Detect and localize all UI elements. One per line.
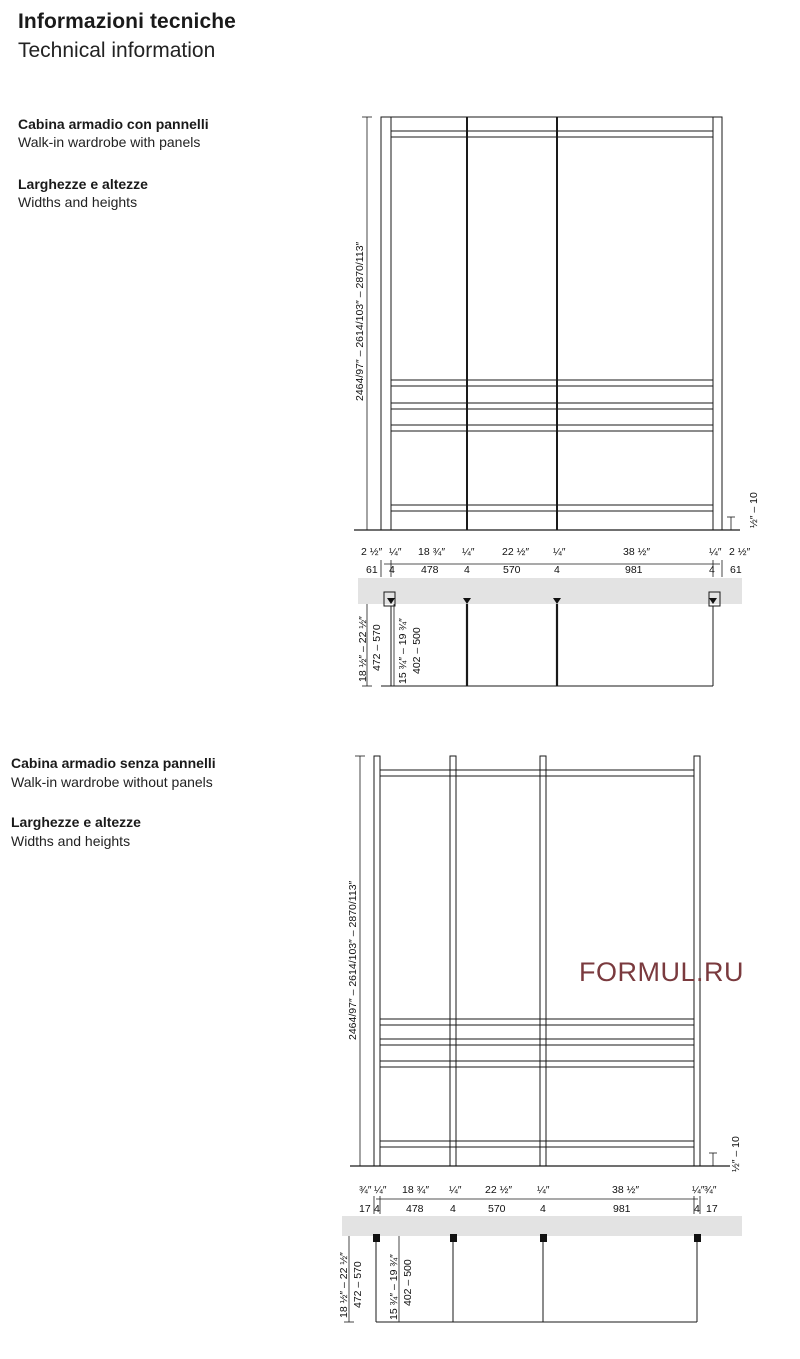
section1-width-mm-labels xyxy=(366,564,742,576)
section2-foot-label: ½″ – 10 xyxy=(730,1136,742,1172)
width-mm-label: 981 xyxy=(613,1203,631,1215)
width-mm-label: 4 xyxy=(709,564,715,576)
width-mm-label: 17 xyxy=(706,1203,718,1215)
width-inch-label: 38 ½″ xyxy=(612,1184,640,1196)
width-inch-label: ¼″ xyxy=(449,1184,462,1196)
section2-height-label: 2464/97″ – 2614/103″ – 2870/113″ xyxy=(347,880,359,1040)
width-inch-label: 2 ½″ xyxy=(361,546,383,558)
width-inch-label: ¼″ xyxy=(709,546,722,558)
section1-title-english: Walk-in wardrobe with panels xyxy=(18,134,201,150)
width-inch-label: 22 ½″ xyxy=(485,1184,513,1196)
width-mm-label: 61 xyxy=(366,564,378,576)
width-mm-label: 478 xyxy=(406,1203,424,1215)
section1-subtitle-italian: Larghezze e altezze xyxy=(18,176,148,192)
page-title-italian: Informazioni tecniche xyxy=(18,10,236,33)
width-mm-label: 4 xyxy=(450,1203,456,1215)
section1-width-inch-labels xyxy=(361,546,751,558)
width-mm-label: 17 xyxy=(359,1203,371,1215)
section2-subtitle-italian: Larghezze e altezze xyxy=(11,814,141,830)
section1-height-label: 2464/97″ – 2614/103″ – 2870/113″ xyxy=(354,241,366,401)
section1-depth-outer-inch: 18 ½″ – 22 ½″ xyxy=(357,616,369,682)
width-mm-label: 570 xyxy=(488,1203,506,1215)
width-inch-label: ¼″ xyxy=(374,1184,387,1196)
width-mm-label: 4 xyxy=(389,564,395,576)
right-side-panel xyxy=(713,117,722,530)
width-inch-label: ¼″ xyxy=(537,1184,550,1196)
width-inch-label: 2 ½″ xyxy=(729,546,751,558)
width-mm-label: 4 xyxy=(540,1203,546,1215)
width-mm-label: 4 xyxy=(464,564,470,576)
left-side-panel xyxy=(381,117,391,530)
section1-foot-label: ½″ – 10 xyxy=(748,492,760,528)
section2-title-italian: Cabina armadio senza pannelli xyxy=(11,755,216,771)
width-mm-label: 4 xyxy=(374,1203,380,1215)
section2-depth-inner-mm: 402 – 500 xyxy=(402,1259,414,1306)
watermark: FORMUL.RU xyxy=(579,957,744,987)
section2-depth-outer-mm: 472 – 570 xyxy=(352,1261,364,1308)
width-inch-label: ¼″ xyxy=(462,546,475,558)
section2-width-mm-labels xyxy=(359,1203,718,1215)
section1-depth-inner-mm: 402 – 500 xyxy=(411,627,423,674)
width-inch-label: ¾″ xyxy=(704,1184,717,1196)
section2-title-english: Walk-in wardrobe without panels xyxy=(11,774,213,790)
section2-depth-inner-inch: 15 ¾″ – 19 ¾″ xyxy=(388,1254,400,1320)
width-inch-label: ¼″ xyxy=(389,546,402,558)
width-inch-label: ¾″ xyxy=(359,1184,372,1196)
width-mm-label: 4 xyxy=(554,564,560,576)
width-inch-label: 18 ¾″ xyxy=(402,1184,430,1196)
section1-depth-inner-inch: 15 ¾″ – 19 ¾″ xyxy=(397,618,409,684)
width-mm-label: 570 xyxy=(503,564,521,576)
section1-title-italian: Cabina armadio con pannelli xyxy=(18,116,209,132)
width-inch-label: 18 ¾″ xyxy=(418,546,446,558)
width-mm-label: 981 xyxy=(625,564,643,576)
page-title-english: Technical information xyxy=(18,39,216,62)
width-mm-label: 4 xyxy=(694,1203,700,1215)
section2-subtitle-english: Widths and heights xyxy=(11,833,131,849)
width-mm-label: 478 xyxy=(421,564,439,576)
width-inch-label: ¼″ xyxy=(553,546,566,558)
section1-subtitle-english: Widths and heights xyxy=(18,194,138,210)
wall-section xyxy=(358,578,742,604)
section1-depth-outer-mm: 472 – 570 xyxy=(371,624,383,671)
width-inch-label: 22 ½″ xyxy=(502,546,530,558)
width-inch-label: 38 ½″ xyxy=(623,546,651,558)
section2-depth-outer-inch: 18 ½″ – 22 ½″ xyxy=(338,1252,350,1318)
width-mm-label: 61 xyxy=(730,564,742,576)
width-inch-label: ¼″ xyxy=(692,1184,705,1196)
section2-width-inch-labels xyxy=(359,1184,717,1196)
wall-section xyxy=(342,1216,742,1236)
